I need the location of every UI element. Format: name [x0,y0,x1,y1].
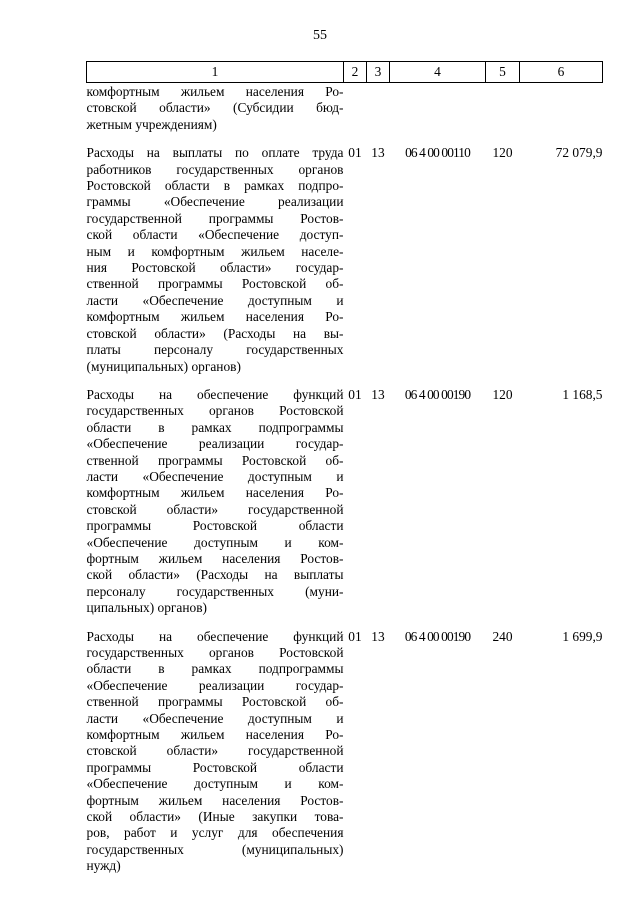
description-line: ской области» (Иные закупки това- [86,809,344,825]
row-description [87,139,344,381]
description-line: персоналу государственных (муни- [86,583,344,599]
description-line: граммы «Обеспечение реализации [86,194,344,210]
expense-type-code: 120 [492,145,513,161]
expense-type-code: 120 [492,386,513,402]
expense-type-code: 240 [492,628,513,644]
description-line: ской области» (Расходы на выплаты [86,567,344,583]
description-line: ласти «Обеспечение доступным и [86,292,344,308]
table-row [87,139,603,381]
table-row [87,83,603,140]
page-number: 55 [313,28,327,43]
description-line: области в рамках подпрограммы [86,419,344,435]
subsection-code: 13 [371,145,385,161]
description-line: стовской области» государственной [86,743,344,759]
description-line: Расходы на выплаты по оплате труда [86,145,344,161]
description-line: «Обеспечение реализации государ- [86,436,344,452]
header-col-5: 5 [486,62,520,83]
description-line: ципальных) органов) [86,600,207,616]
section-code: 01 [348,386,362,402]
description-line: комфортным жильем населения Ро- [86,727,344,743]
section-code: 01 [348,628,362,644]
description-line: ров, работ и услуг для обеспечения [86,825,344,841]
header-col-2: 2 [344,62,367,83]
description-line: «Обеспечение доступным и ком- [86,776,344,792]
description-line: ственной программы Ростовской об- [86,694,344,710]
description-line: Расходы на обеспечение функций [86,628,344,644]
description-line: «Обеспечение реализации государ- [86,677,344,693]
description-line: фортным жильем населения Ростов- [86,792,344,808]
table-header-row [87,62,603,83]
description-line: ласти «Обеспечение доступным и [86,468,344,484]
description-line: ным и комфортным жильем населе- [86,243,344,259]
amount: 1 699,9 [562,628,603,644]
description-line: ласти «Обеспечение доступным и [86,710,344,726]
budget-table [86,61,603,881]
description-line: стовской области» (Расходы на вы- [86,325,344,341]
description-line: комфортным жильем населения Ро- [86,309,344,325]
header-col-1: 1 [87,62,344,83]
row-description [87,623,344,881]
header-col-3: 3 [367,62,390,83]
description-line: области в рамках подпрограммы [86,661,344,677]
header-col-4: 4 [390,62,486,83]
description-line: платы персоналу государственных [86,342,344,358]
section-code [344,83,367,140]
description-line: комфортным жильем населения Ро- [86,485,344,501]
description-line: ственной программы Ростовской об- [86,452,344,468]
description-line: (муниципальных) органов) [86,358,241,374]
target-article-code: 06 4 00 00190 [404,628,471,644]
target-article-code: 06 4 00 00190 [404,386,471,402]
row-description [87,83,344,140]
description-line: ской области «Обеспечение доступ- [86,227,344,243]
description-line: работников государственных органов [86,161,344,177]
amount: 1 168,5 [562,386,603,402]
description-line: государственных органов Ростовской [86,403,344,419]
target-article-code [390,83,486,140]
description-line: жетным учреждениям) [86,116,217,132]
subsection-code: 13 [371,628,385,644]
table-row [87,381,603,623]
description-line: нужд) [86,858,121,874]
description-line: ственной программы Ростовской об- [86,276,344,292]
description-line: государственной программы Ростов- [86,210,344,226]
amount: 72 079,9 [555,145,603,161]
section-code: 01 [348,145,362,161]
description-line: программы Ростовской области [86,759,344,775]
row-description [87,381,344,623]
expense-type-code [486,83,520,140]
description-line: «Обеспечение доступным и ком- [86,534,344,550]
subsection-code: 13 [371,386,385,402]
description-line: стовской области» государственной [86,501,344,517]
target-article-code: 06 4 00 00110 [405,145,470,161]
description-line: программы Ростовской области [86,518,344,534]
description-line: ния Ростовской области» государ- [86,260,344,276]
description-line: комфортным жильем населения Ро- [86,84,344,99]
header-col-6: 6 [520,62,603,83]
description-line: государственных органов Ростовской [86,645,344,660]
table-row [87,623,603,881]
amount [520,83,603,140]
subsection-code [367,83,390,140]
description-line: стовской области» (Субсидии бюд- [86,100,344,116]
description-line: государственных (муниципальных) [86,841,344,857]
description-line: фортным жильем населения Ростов- [86,550,344,566]
description-line: Расходы на обеспечение функций [86,386,344,402]
description-line: Ростовской области в рамках подпро- [86,178,344,194]
